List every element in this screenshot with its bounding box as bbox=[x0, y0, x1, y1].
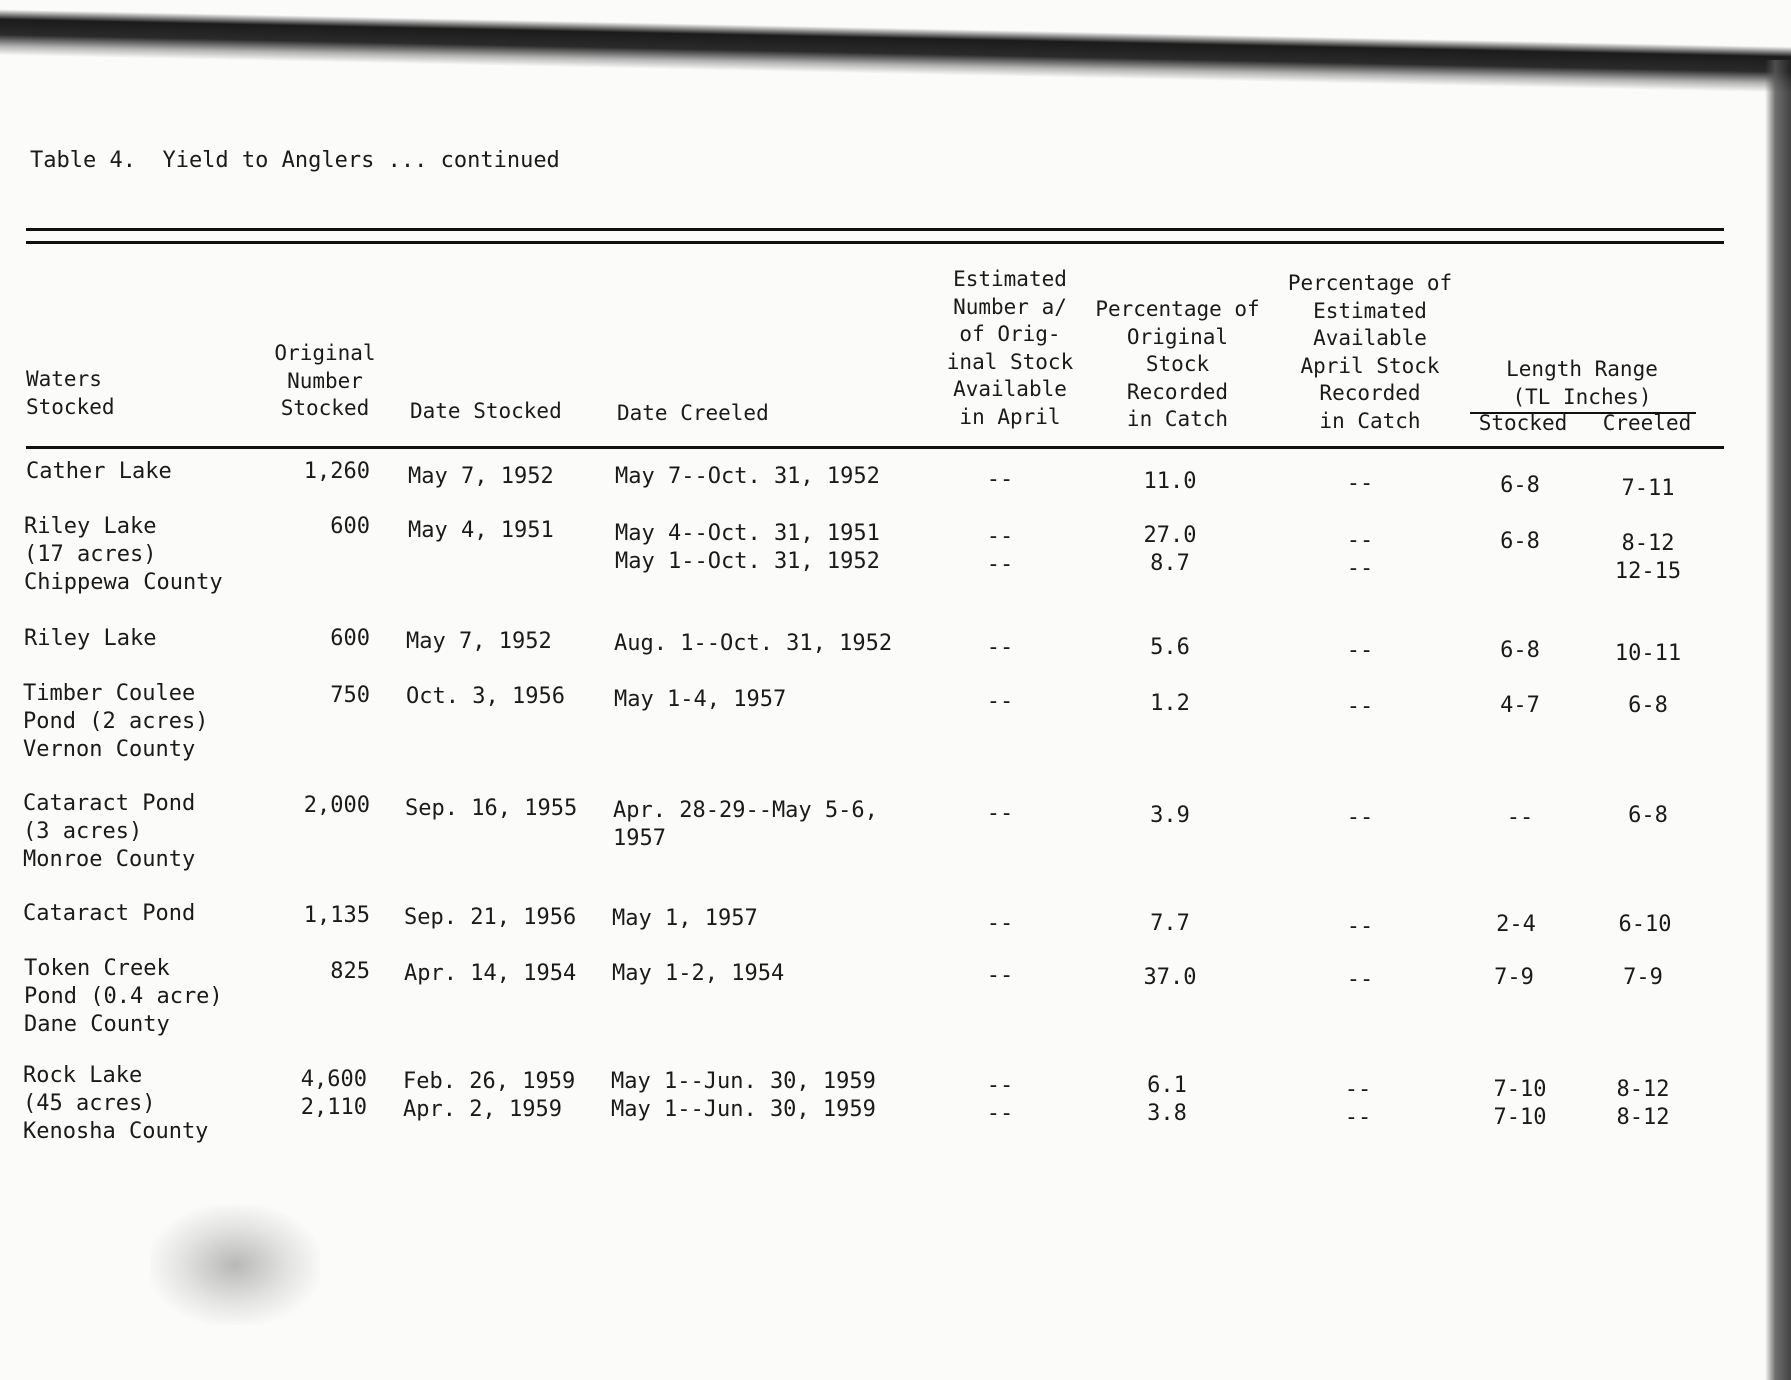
cell-pct-estimated: -- -- bbox=[1344, 1077, 1372, 1130]
cell-date-creeled: May 1-2, 1954 bbox=[612, 961, 785, 986]
cell-length-creeled: 6-8 bbox=[1628, 693, 1668, 718]
cell-length-creeled: 7-11 bbox=[1621, 476, 1675, 501]
cell-waters: Cataract Pond (3 acres) Monroe County bbox=[23, 791, 196, 872]
cell-length-creeled: 8-12 12-15 bbox=[1614, 531, 1682, 584]
table-top-rule bbox=[26, 228, 1724, 244]
cell-length-creeled: 6-8 bbox=[1628, 803, 1668, 828]
cell-pct-original: 7.7 bbox=[1150, 911, 1190, 936]
cell-date-stocked: Apr. 14, 1954 bbox=[404, 961, 577, 986]
cell-pct-original: 3.9 bbox=[1150, 803, 1190, 828]
cell-number: 750 bbox=[330, 683, 370, 708]
cell-pct-original: 11.0 bbox=[1143, 469, 1197, 494]
cell-estimated: -- bbox=[986, 635, 1014, 660]
scan-edge-shadow-right bbox=[1765, 60, 1791, 1380]
cell-length-stocked: 7-9 bbox=[1494, 965, 1534, 990]
cell-length-stocked: -- bbox=[1506, 805, 1534, 830]
cell-length-stocked: 6-8 bbox=[1500, 473, 1540, 498]
cell-date-creeled: May 7--Oct. 31, 1952 bbox=[615, 464, 880, 489]
table-header-rule bbox=[26, 446, 1724, 449]
cell-date-stocked: May 7, 1952 bbox=[408, 464, 554, 489]
cell-length-stocked: 6-8 bbox=[1500, 638, 1540, 663]
cell-estimated: -- -- bbox=[986, 524, 1014, 577]
cell-waters: Token Creek Pond (0.4 acre) Dane County bbox=[24, 956, 223, 1037]
cell-estimated: -- bbox=[986, 689, 1014, 714]
cell-pct-estimated: -- bbox=[1346, 694, 1374, 719]
cell-pct-original: 27.0 8.7 bbox=[1143, 523, 1197, 576]
cell-length-stocked: 7-10 7-10 bbox=[1493, 1077, 1547, 1130]
cell-pct-original: 37.0 bbox=[1143, 965, 1197, 990]
cell-estimated: -- bbox=[986, 963, 1014, 988]
header-length-range: Length Range (TL Inches) bbox=[1506, 357, 1658, 409]
cell-number: 1,260 bbox=[303, 459, 370, 484]
cell-waters: Rock Lake (45 acres) Kenosha County bbox=[23, 1063, 209, 1144]
cell-date-creeled: May 1-4, 1957 bbox=[614, 687, 787, 712]
cell-estimated: -- bbox=[986, 801, 1014, 826]
cell-pct-estimated: -- bbox=[1346, 805, 1374, 830]
cell-pct-estimated: -- bbox=[1346, 471, 1374, 496]
table-title: Table 4. Yield to Anglers ... continued bbox=[30, 148, 560, 173]
cell-length-stocked: 6-8 bbox=[1500, 529, 1540, 554]
header-pct-original: Percentage of Original Stock Recorded in Catch bbox=[1095, 297, 1260, 431]
cell-waters: Cather Lake bbox=[26, 459, 172, 484]
cell-length-stocked: 2-4 bbox=[1496, 912, 1536, 937]
cell-estimated: -- bbox=[986, 911, 1014, 936]
cell-date-creeled: Aug. 1--Oct. 31, 1952 bbox=[614, 631, 893, 656]
cell-pct-original: 1.2 bbox=[1150, 691, 1190, 716]
header-date-stocked: Date Stocked bbox=[410, 399, 562, 423]
cell-length-creeled: 8-12 8-12 bbox=[1616, 1077, 1670, 1130]
cell-pct-original: 6.1 3.8 bbox=[1147, 1073, 1187, 1126]
cell-length-creeled: 6-10 bbox=[1618, 912, 1672, 937]
scan-edge-shadow-top bbox=[0, 9, 1791, 93]
cell-date-stocked: May 4, 1951 bbox=[408, 518, 554, 543]
cell-length-creeled: 7-9 bbox=[1623, 965, 1663, 990]
cell-number: 600 bbox=[330, 514, 370, 539]
cell-date-stocked: Sep. 21, 1956 bbox=[404, 905, 577, 930]
cell-waters: Riley Lake (17 acres) Chippewa County bbox=[24, 514, 223, 595]
cell-pct-estimated: -- -- bbox=[1346, 528, 1374, 581]
cell-date-stocked: Oct. 3, 1956 bbox=[406, 684, 565, 709]
cell-date-stocked: Sep. 16, 1955 bbox=[405, 796, 578, 821]
cell-number: 2,000 bbox=[303, 793, 370, 818]
cell-estimated: -- -- bbox=[986, 1073, 1014, 1126]
cell-pct-original: 5.6 bbox=[1150, 635, 1190, 660]
cell-date-stocked: Feb. 26, 1959 Apr. 2, 1959 bbox=[403, 1069, 576, 1122]
cell-length-stocked: 4-7 bbox=[1500, 693, 1540, 718]
scan-smudge bbox=[150, 1205, 320, 1325]
header-estimated-number: Estimated Number a/ of Orig- inal Stock Available in April bbox=[946, 267, 1074, 429]
cell-waters: Timber Coulee Pond (2 acres) Vernon County bbox=[23, 681, 209, 762]
cell-date-creeled: May 1--Jun. 30, 1959 May 1--Jun. 30, 1959 bbox=[611, 1069, 876, 1122]
cell-length-creeled: 10-11 bbox=[1614, 641, 1682, 666]
cell-number: 4,600 2,110 bbox=[300, 1067, 367, 1120]
cell-pct-estimated: -- bbox=[1346, 967, 1374, 992]
cell-number: 825 bbox=[330, 959, 370, 984]
cell-number: 1,135 bbox=[303, 903, 370, 928]
cell-pct-estimated: -- bbox=[1346, 638, 1374, 663]
cell-date-creeled: May 1, 1957 bbox=[612, 906, 758, 931]
cell-estimated: -- bbox=[986, 467, 1014, 492]
cell-number: 600 bbox=[330, 626, 370, 651]
header-waters-stocked: Waters Stocked bbox=[26, 367, 115, 419]
cell-date-creeled: May 4--Oct. 31, 1951 May 1--Oct. 31, 1952 bbox=[615, 521, 880, 574]
header-length-stocked: Stocked bbox=[1478, 411, 1568, 435]
header-pct-estimated: Percentage of Estimated Available April Stock Recorded in Catch bbox=[1287, 271, 1453, 433]
cell-pct-estimated: -- bbox=[1346, 914, 1374, 939]
header-date-creeled: Date Creeled bbox=[617, 401, 769, 425]
cell-waters: Cataract Pond bbox=[23, 901, 196, 926]
cell-waters: Riley Lake bbox=[24, 626, 157, 651]
cell-date-stocked: May 7, 1952 bbox=[406, 629, 552, 654]
header-original-number: Original Number Stocked bbox=[274, 341, 376, 420]
header-length-creeled: Creeled bbox=[1602, 411, 1692, 435]
cell-date-creeled: Apr. 28-29--May 5-6, 1957 bbox=[613, 798, 878, 851]
